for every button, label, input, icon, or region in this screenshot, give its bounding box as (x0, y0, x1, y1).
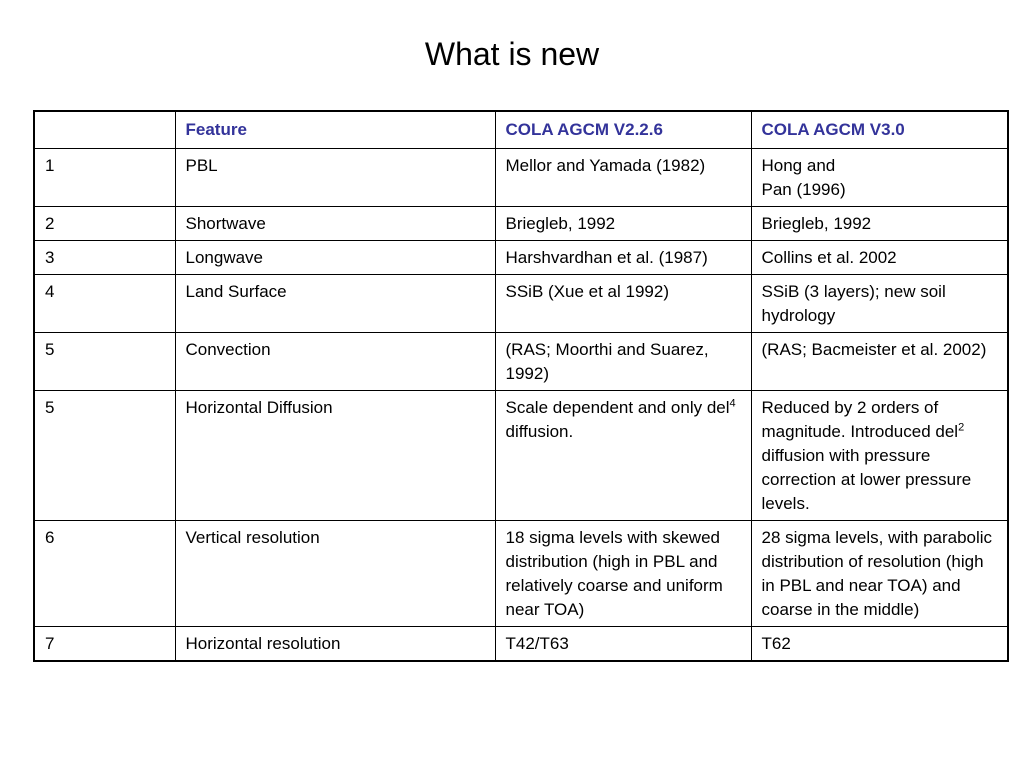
row-v226: T42/T63 (495, 627, 751, 662)
header-feature: Feature (175, 111, 495, 149)
row-number: 3 (34, 241, 175, 275)
table-row (34, 149, 1008, 207)
header-v226: COLA AGCM V2.2.6 (495, 111, 751, 149)
row-feature: Land Surface (175, 275, 495, 333)
v30-text-b: diffusion with pressure correction at lower pressure levels. (761, 446, 972, 513)
row-v226: SSiB (Xue et al 1992) (495, 275, 751, 333)
row-number: 2 (34, 207, 175, 241)
row-v226 (495, 391, 751, 521)
row-feature: Longwave (175, 241, 495, 275)
superscript-2: 2 (958, 421, 965, 434)
row-v30: SSiB (3 layers); new soil hydrology (751, 275, 1008, 333)
row-v226: (RAS; Moorthi and Suarez, 1992) (495, 333, 751, 391)
row-number: 4 (34, 275, 175, 333)
row-v226: 18 sigma levels with skewed distribution (high in PBL and relatively coarse and uniform near TOA) (495, 521, 751, 627)
table-row (34, 333, 1008, 391)
v226-text-b: diffusion. (505, 422, 574, 441)
table-row (34, 521, 1008, 627)
row-feature: Horizontal Diffusion (175, 391, 495, 521)
row-v30: (RAS; Bacmeister et al. 2002) (751, 333, 1008, 391)
row-number: 7 (34, 627, 175, 662)
row-v226: Briegleb, 1992 (495, 207, 751, 241)
v226-text-a: Scale dependent and only del (505, 398, 730, 417)
table-row (34, 207, 1008, 241)
row-feature: PBL (175, 149, 495, 207)
row-v226: Harshvardhan et al. (1987) (495, 241, 751, 275)
row-v30: Collins et al. 2002 (751, 241, 1008, 275)
row-v226: Mellor and Yamada (1982) (495, 149, 751, 207)
table-row (34, 627, 1008, 662)
row-feature: Vertical resolution (175, 521, 495, 627)
row-number: 6 (34, 521, 175, 627)
row-number: 5 (34, 391, 175, 521)
row-v30: Briegleb, 1992 (751, 207, 1008, 241)
superscript-4: 4 (729, 397, 736, 410)
row-feature: Convection (175, 333, 495, 391)
table-row (34, 391, 1008, 521)
header-number (34, 111, 175, 149)
comparison-table (33, 110, 1009, 662)
row-v30: 28 sigma levels, with parabolic distribution of resolution (high in PBL and near TOA) and coarse in the middle) (751, 521, 1008, 627)
row-number: 1 (34, 149, 175, 207)
v30-text-a: Reduced by 2 orders of magnitude. Introduced del (761, 398, 959, 441)
table-row (34, 241, 1008, 275)
table-header-row (34, 111, 1008, 149)
row-number: 5 (34, 333, 175, 391)
row-v30: T62 (751, 627, 1008, 662)
row-feature: Horizontal resolution (175, 627, 495, 662)
row-v30: Hong and Pan (1996) (751, 149, 1008, 207)
slide-title: What is new (424, 36, 600, 72)
row-v30 (751, 391, 1008, 521)
table-row (34, 275, 1008, 333)
header-v30: COLA AGCM V3.0 (751, 111, 1008, 149)
row-feature: Shortwave (175, 207, 495, 241)
